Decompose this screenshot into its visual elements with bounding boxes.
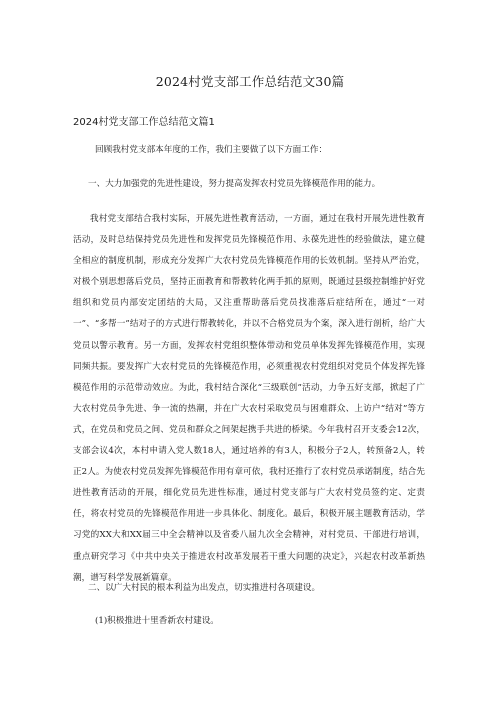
- sub-point-heading: (1)积极推进十里香新农村建设。: [95, 616, 219, 626]
- body-paragraph: 我村党支部结合我村实际，开展先进性教育活动，一方面，通过在我村开展先进性教育活动，及时总结保持党员先进性和发挥党员先锋模范作用、永葆先进性的经验做法，建立健全相应的制度机制，形成充分发挥广大农村党员先锋模范作用的长效机制。坚持从严治党，对极个别思想落后党员，坚持正面教育和帮教转化两手抓的原则，既通过县级控制维护好党组织和党员内部安定团结的大局，又注重帮助落后党员找准落后症结所在，通过“一对一”、“多帮一”结对子的方式进行帮教转化，并以不合格党员为个案，深入进行剖析，给广大党员以警示教育。另一方面，发挥农村党组织整体带动和党员单体发挥先锋模范作用，实现同频共振。要发挥广大农村党员的先锋模范作用，必须重视农村党组织对党员个体发挥先锋模范作用的示范带动效应。为此，我村结合深化“三级联创”活动，力争五好支部，掀起了广大农村党员争先进、争一流的热潮，并在广大农村采取党员与困难群众、上访户“结对”等方式，在党员和党员之间、党员和群众之间架起携手共进的桥梁。今年我村召开支委会12次，支部会议4次，本村申请入党人数18人，通过培养的有3人，积极分子2人，转预备2人，转正2人。为使农村党员发挥先锋模范作用有章可依，我村还推行了农村党员承诺制度，结合先进性教育活动的开展，细化党员先进性标准，通过村党支部与广大农村党员签约定、定责任，将农村党员的先锋模范作用进一步具体化、制度化。最后，积极开展主题教育活动，学习党的XX大和XX届三中全会精神以及省委八届九次全会精神，对村党员、干部进行培训，重点研究学习《中共中央关于推进农村改革发展若干重大问题的决定》，兴起农村改革新热潮，谱写科学发展新篇章。: [73, 214, 425, 583]
- point-one-heading: 一、大力加强党的先进性建设，努力提高发挥农村党员先锋模范作用的能力。: [88, 179, 381, 189]
- intro-paragraph: 回顾我村党支部本年度的工作，我们主要做了以下方面工作：: [95, 145, 328, 155]
- section-heading: 2024村党支部工作总结范文篇1: [73, 117, 215, 128]
- point-two-heading: 二、以广大村民的根本利益为出发点，切实推进村各项建设。: [88, 583, 321, 593]
- document-title: 2024村党支部工作总结范文30篇: [155, 74, 345, 89]
